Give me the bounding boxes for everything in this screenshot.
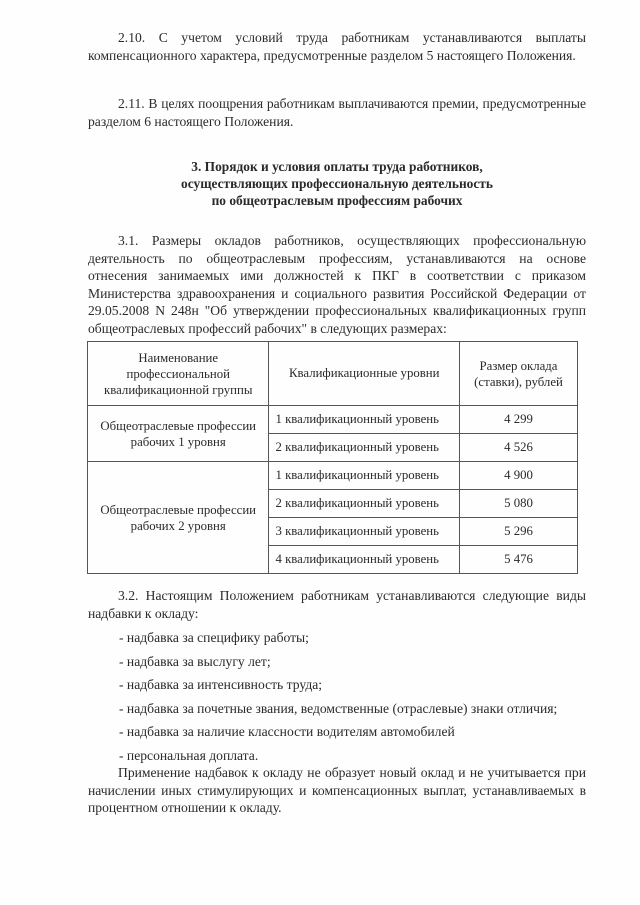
allowance-list (119, 626, 557, 767)
table-row (88, 462, 578, 490)
salary-cell: 4 299 (460, 406, 578, 434)
salary-table (87, 341, 578, 574)
heading-line: осуществляющих профессиональную деятельность (181, 176, 493, 191)
salary-cell: 5 296 (460, 518, 578, 546)
section-heading (88, 158, 586, 209)
level-cell: 3 квалификационный уровень (269, 518, 460, 546)
header-cell: Размер оклада (ставки), рублей (460, 342, 578, 406)
group-name-cell: Общеотраслевые профессии рабочих 2 уровня (88, 462, 269, 574)
paragraph-3-2: 3.2. Настоящим Положением работникам устанавливаются следующие виды надбавки к окладу: (88, 588, 586, 621)
heading-line: по общеотраслевым профессиям рабочих (211, 193, 463, 208)
paragraph-2-11: 2.11. В целях поощрения работникам выплачиваются премии, предусмотренные разделом 6 настоящего Положения. (88, 96, 586, 129)
header-cell: Квалификационные уровни (269, 342, 460, 406)
level-cell: 4 квалификационный уровень (269, 546, 460, 574)
salary-cell: 5 476 (460, 546, 578, 574)
level-cell: 2 квалификационный уровень (269, 434, 460, 462)
list-item: - надбавка за выслугу лет; (119, 653, 271, 669)
list-item: - надбавка за интенсивность труда; (119, 677, 323, 692)
salary-cell: 5 080 (460, 490, 578, 518)
table-row (88, 406, 578, 434)
salary-cell: 4 526 (460, 434, 578, 462)
level-cell: 1 квалификационный уровень (269, 406, 460, 434)
level-cell: 2 квалификационный уровень (269, 490, 460, 518)
paragraph-final: Применение надбавок к окладу не образует новый оклад и не учитывается при начислении иных стимулирующих и компенсационных выплат, устанавливаемых в процентном отношении к окладу. (88, 765, 586, 815)
group-name-cell: Общеотраслевые профессии рабочих 1 уровня (88, 406, 269, 462)
level-cell: 1 квалификационный уровень (269, 462, 460, 490)
list-item: - персональная доплата. (119, 747, 259, 763)
list-item: - надбавка за почетные звания, ведомственные (отраслевые) знаки отличия; (119, 700, 558, 716)
paragraph-3-1: 3.1. Размеры окладов работников, осуществляющих профессиональную деятельность по общеотраслевым профессиям, устанавливаются на основе отнесения занимаемых ими должностей к ПКГ в соответствии с приказом Министерства здравоохранения и социального развития Российской Федерации от 29.05.2008 N 248н "Об утверждении профессиональных квалификационных групп общеотраслевых профессий рабочих" в следующих размерах: (88, 233, 586, 336)
list-item: - надбавка за наличие классности водителям автомобилей (119, 724, 455, 739)
header-cell: Наименование профессиональной квалификационной группы (88, 342, 269, 406)
paragraph-2-10: 2.10. С учетом условий труда работникам устанавливаются выплаты компенсационного характера, предусмотренные разделом 5 настоящего Положения. (88, 30, 586, 63)
heading-line: 3. Порядок и условия оплаты труда работников, (191, 159, 483, 174)
table-header-row (88, 342, 578, 406)
salary-cell: 4 900 (460, 462, 578, 490)
list-item: - надбавка за специфику работы; (119, 630, 309, 645)
